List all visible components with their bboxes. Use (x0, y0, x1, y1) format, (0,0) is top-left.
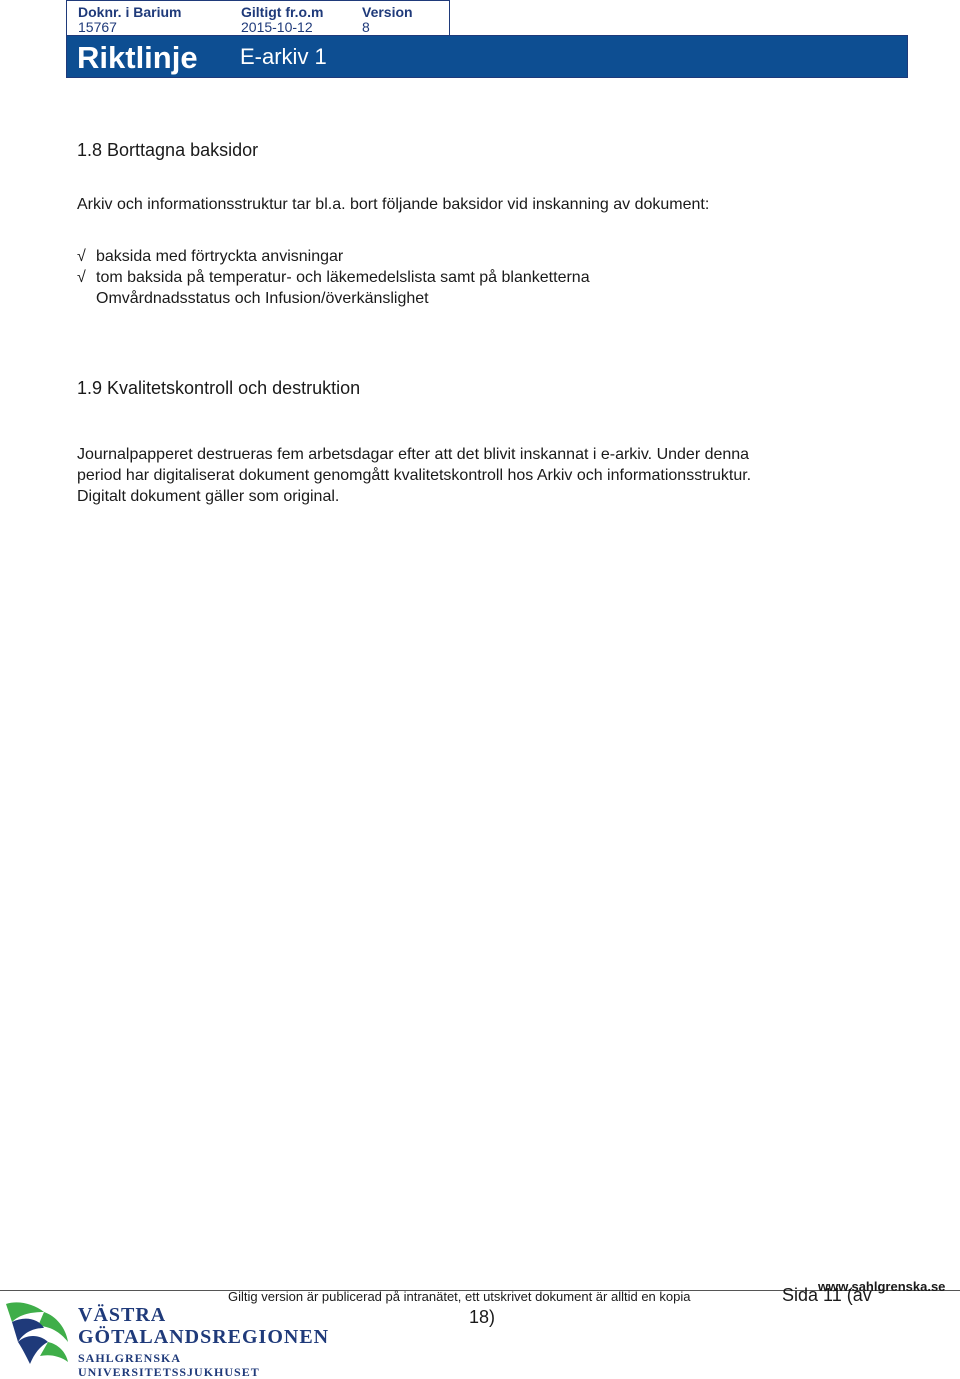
check-icon: √ (77, 248, 86, 265)
body-line: Digitalt dokument gäller som original. (77, 488, 340, 505)
body-line: Journalpapperet destrueras fem arbetsdagar efter att det blivit inskannat i e-arkiv. Under denna (77, 446, 750, 463)
list-item-continuation: Omvårdnadsstatus och Infusion/överkänslighet (96, 290, 429, 307)
footer-notice: Giltig version är publicerad på intranätet, ett utskrivet dokument är alltid en kopia (228, 1289, 691, 1304)
logo-line-3: SAHLGRENSKA UNIVERSITETSSJUKHUSET (78, 1351, 260, 1379)
list-item (77, 246, 343, 267)
section-heading-1-9: 1.9 Kvalitetskontroll och destruktion (77, 378, 361, 398)
document-type: Riktlinje (77, 40, 198, 75)
version-number: 8 (362, 19, 370, 35)
valid-from-label: Giltigt fr.o.m (241, 4, 324, 20)
logo-line-2: GÖTALANDSREGIONEN (78, 1326, 330, 1348)
title-banner (66, 35, 908, 78)
section-1-8-intro: Arkiv och informationsstruktur tar bl.a. bort följande baksidor vid inskanning av dokument: (77, 196, 710, 213)
website-link[interactable]: www.sahlgrenska.se (818, 1279, 946, 1294)
page-total: 18) (469, 1307, 496, 1327)
vgr-emblem-icon (4, 1298, 74, 1366)
body-line: period har digitaliserat dokument genomgått kvalitetskontroll hos Arkiv och informationsstruktur. (77, 467, 752, 484)
valid-from-date: 2015-10-12 (241, 19, 313, 35)
section-heading-1-8: 1.8 Borttagna baksidor (77, 140, 259, 160)
page-label: Sida 11 (av (782, 1285, 872, 1305)
logo-line-1: VÄSTRA (78, 1304, 167, 1326)
list-item-text: tom baksida på temperatur- och läkemedelslista samt på blanketterna (96, 269, 590, 286)
doc-number: 15767 (78, 19, 117, 35)
check-icon: √ (77, 269, 86, 286)
document-title: E-arkiv 1 (240, 44, 327, 69)
list-item (77, 267, 590, 288)
vgr-logo (4, 1298, 364, 1379)
list-item-text: baksida med förtryckta anvisningar (96, 248, 344, 265)
version-label: Version (362, 4, 413, 20)
doc-number-label: Doknr. i Barium (78, 4, 182, 20)
